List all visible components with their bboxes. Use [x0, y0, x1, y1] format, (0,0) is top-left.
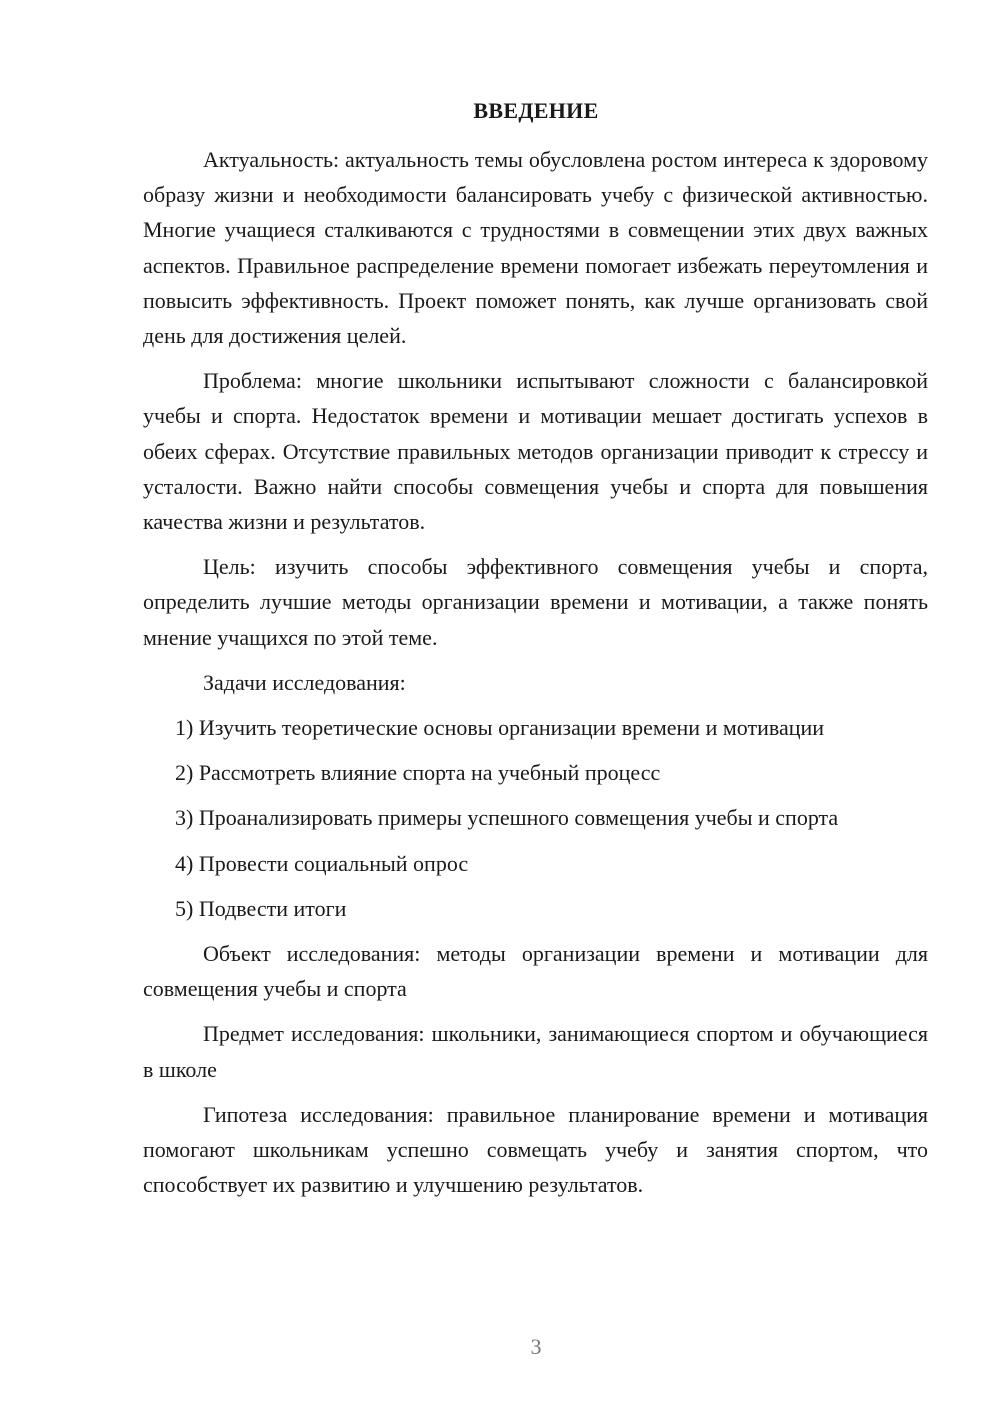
task-list — [143, 710, 928, 926]
task-item: 1) Изучить теоретические основы организации времени и мотивации — [175, 715, 825, 741]
paragraph-hypothesis: Гипотеза исследования: правильное планирование времени и мотивация помогают школьникам успешно совмещать учебу и занятия спортом, что способствует их развитию и улучшению результатов. — [143, 1101, 928, 1198]
paragraph-goal: Цель: изучить способы эффективного совмещения учебы и спорта, определить лучшие методы организации времени и мотивации, а также понять мнение учащихся по этой теме. — [143, 554, 928, 650]
paragraph-problem: Проблема: многие школьники испытывают сложности с балансировкой учебы и спорта. Недостаток времени и мотивации мешает достигать успехов в обеих сферах. Отсутствие правильных методов организации приводит к стрессу и усталости. Важно найти способы совмещения учебы и спорта для повышения качества жизни и результатов. — [143, 368, 928, 535]
section-title: ВВЕДЕНИЕ — [473, 98, 599, 123]
paragraph-object: Объект исследования: методы организации времени и мотивации для совмещения учебы и спорта — [143, 941, 928, 1002]
paragraph-subject: Предмет исследования: школьники, занимающиеся спортом и обучающиеся в школе — [143, 1021, 928, 1082]
paragraph-tasks-heading: Задачи исследования: — [203, 669, 406, 695]
body-text — [143, 142, 928, 1212]
task-item: 3) Проанализировать примеры успешного совмещения учебы и спорта — [175, 805, 839, 831]
paragraph-relevance: Актуальность: актуальность темы обусловлена ростом интереса к здоровому образу жизни и необходимости балансировать учебу с физической активностью. Многие учащиеся сталкиваются с трудностями в совмещении этих двух важных аспектов. Правильное распределение времени помогает избежать переутомления и повысить эффективность. Проект поможет понять, как лучше организовать свой день для достижения целей. — [143, 147, 928, 349]
task-item: 5) Подвести итоги — [175, 895, 347, 921]
task-item: 2) Рассмотреть влияние спорта на учебный процесс — [175, 760, 661, 786]
page-number: 3 — [530, 1334, 542, 1359]
task-item: 4) Провести социальный опрос — [175, 850, 469, 876]
